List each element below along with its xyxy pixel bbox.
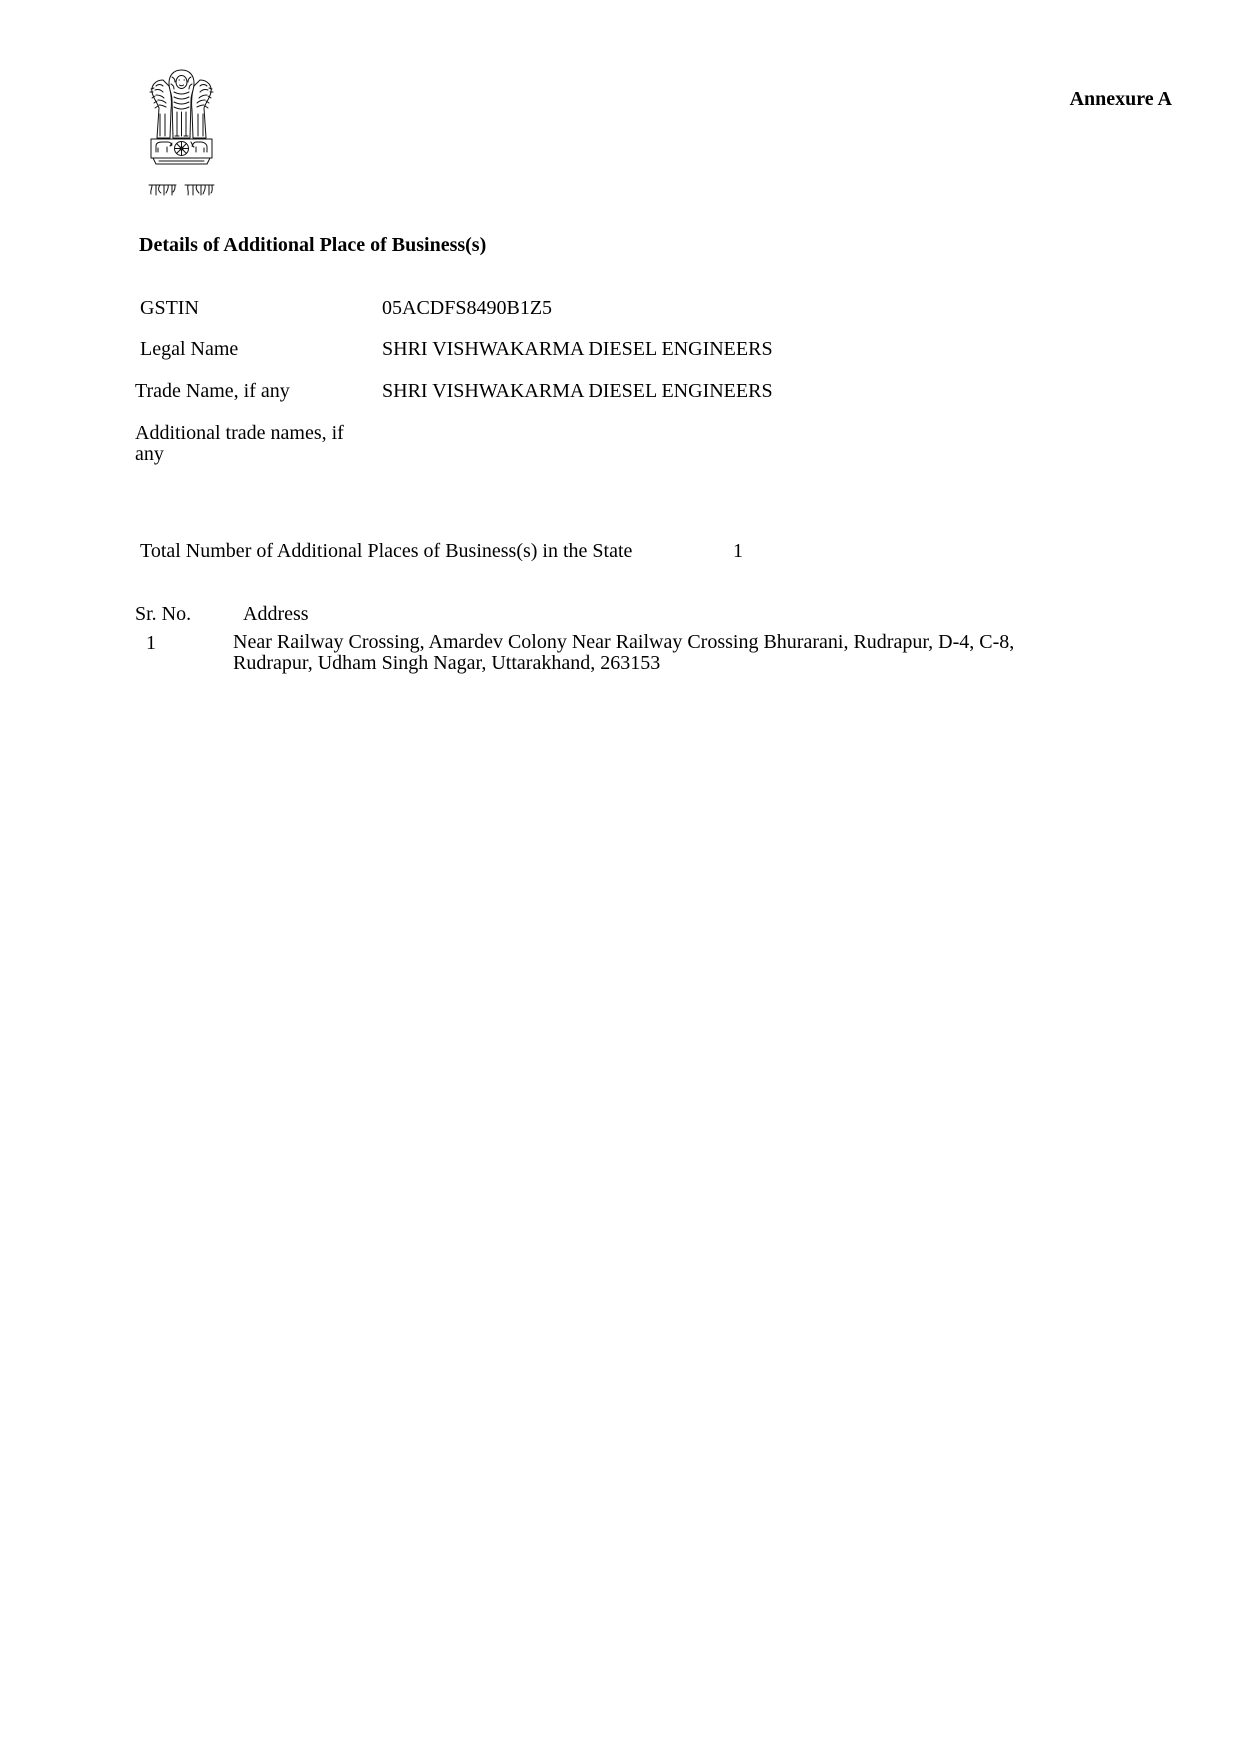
page-title: Details of Additional Place of Business(s) <box>139 234 487 256</box>
total-places-value: 1 <box>733 540 743 562</box>
state-emblem-icon <box>143 68 220 201</box>
annexure-label: Annexure A <box>1069 88 1172 110</box>
legal-name-label: Legal Name <box>140 338 239 360</box>
legal-name-value: SHRI VISHWAKARMA DIESEL ENGINEERS <box>382 338 773 360</box>
column-header-sr-no: Sr. No. <box>135 603 192 625</box>
gstin-value: 05ACDFS8490B1Z5 <box>382 297 553 319</box>
row-address: Near Railway Crossing, Amardev Colony Near Railway Crossing Bhurarani, Rudrapur, D-4, C-8, Rudrapur, Udham Singh Nagar, Uttarakhand, 263153 <box>233 631 1015 674</box>
trade-name-value: SHRI VISHWAKARMA DIESEL ENGINEERS <box>382 380 773 402</box>
total-places-label: Total Number of Additional Places of Business(s) in the State <box>140 540 633 562</box>
column-header-address: Address <box>243 603 309 625</box>
row-sr-no: 1 <box>146 632 156 654</box>
trade-name-label: Trade Name, if any <box>135 380 290 402</box>
gstin-label: GSTIN <box>140 297 199 319</box>
additional-trade-names-label: Additional trade names, if any <box>135 422 344 465</box>
